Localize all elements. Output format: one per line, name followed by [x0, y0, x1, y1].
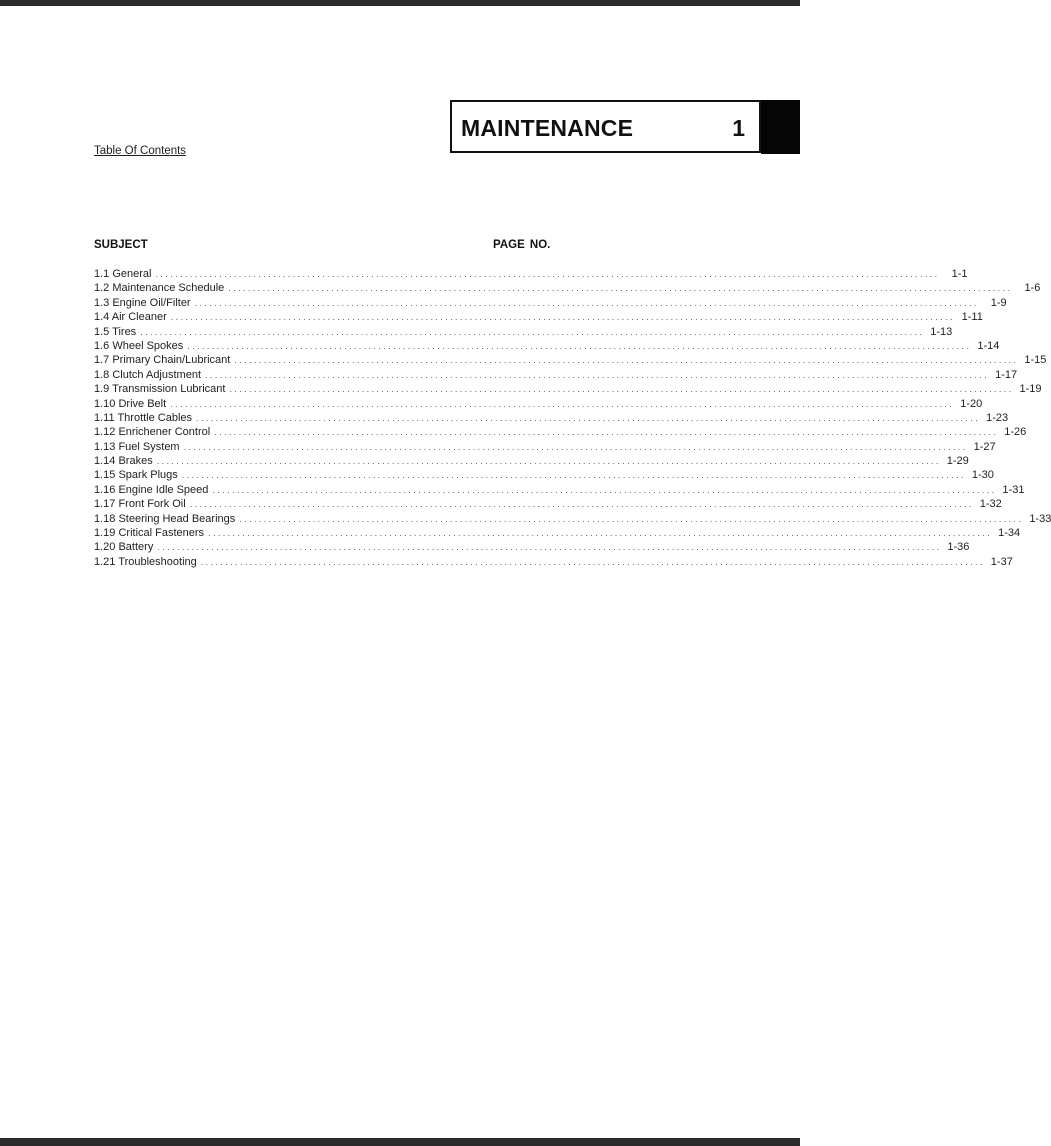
- toc-entry-subject: 1.20 Battery: [94, 541, 154, 554]
- dot-leader: ................................................................................................................................................................: [212, 484, 997, 495]
- toc-entry[interactable]: [94, 382, 1042, 396]
- toc-entry[interactable]: [94, 540, 970, 554]
- dot-leader: ................................................................................................................................................................: [208, 528, 993, 539]
- toc-entry[interactable]: [94, 411, 1009, 425]
- toc-entry-page: 1-27: [973, 440, 996, 453]
- toc-entry-page: 1-26: [1004, 426, 1027, 439]
- toc-entry[interactable]: [94, 454, 969, 468]
- toc-entry[interactable]: [94, 296, 1007, 310]
- toc-entry-subject: 1.14 Brakes: [94, 455, 153, 468]
- toc-entry-page: 1-31: [1002, 483, 1025, 496]
- toc-entry-page: 1-20: [960, 397, 983, 410]
- toc-entry[interactable]: [94, 526, 1021, 540]
- toc-entry-subject: 1.9 Transmission Lubricant: [94, 383, 226, 396]
- toc-entry-page: 1-13: [930, 325, 953, 338]
- toc-entry-subject: 1.4 Air Cleaner: [94, 311, 167, 324]
- dot-leader: ................................................................................................................................................................: [214, 427, 999, 438]
- dot-leader: ................................................................................................................................................................: [140, 326, 925, 337]
- toc-entry[interactable]: [94, 368, 1018, 382]
- toc-entry[interactable]: [94, 310, 983, 324]
- bottom-border: [0, 1138, 800, 1146]
- toc-entry-page: 1-36: [947, 541, 970, 554]
- toc-list: [94, 267, 1051, 569]
- toc-entry-page: 1-9: [990, 296, 1007, 309]
- toc-entry[interactable]: [94, 440, 996, 454]
- toc-entry-page: 1-33: [1029, 512, 1051, 525]
- toc-entry-page: 1-34: [998, 527, 1021, 540]
- toc-entry-subject: 1.2 Maintenance Schedule: [94, 282, 225, 295]
- toc-entry-page: 1-6: [1024, 282, 1041, 295]
- toc-entry[interactable]: [94, 353, 1047, 367]
- toc-entry-page: 1-29: [946, 455, 969, 468]
- dot-leader: ................................................................................................................................................................: [228, 283, 1013, 294]
- toc-entry-page: 1-19: [1019, 383, 1042, 396]
- dot-leader: ................................................................................................................................................................: [234, 355, 1019, 366]
- dot-leader: ................................................................................................................................................................: [183, 441, 968, 452]
- subject-column-header: SUBJECT: [94, 239, 148, 251]
- toc-entry[interactable]: [94, 397, 983, 411]
- toc-entry[interactable]: [94, 281, 1041, 295]
- toc-entry[interactable]: [94, 555, 1013, 569]
- dot-leader: ................................................................................................................................................................: [200, 556, 985, 567]
- toc-entry-subject: 1.15 Spark Plugs: [94, 469, 178, 482]
- toc-entry-page: 1-30: [971, 469, 994, 482]
- toc-entry-page: 1-14: [977, 339, 1000, 352]
- toc-entry-page: 1-11: [961, 311, 983, 324]
- toc-entry-subject: 1.12 Enrichener Control: [94, 426, 211, 439]
- dot-leader: ................................................................................................................................................................: [170, 312, 955, 323]
- dot-leader: ................................................................................................................................................................: [155, 269, 940, 279]
- page-number-column-header: PAGE NO.: [493, 239, 551, 251]
- dot-leader: ................................................................................................................................................................: [156, 456, 941, 467]
- toc-entry[interactable]: [94, 267, 968, 281]
- toc-entry-page: 1-32: [979, 498, 1002, 511]
- dot-leader: ................................................................................................................................................................: [157, 542, 942, 553]
- toc-entry-subject: 1.16 Engine Idle Speed: [94, 483, 209, 496]
- dot-leader: ................................................................................................................................................................: [205, 369, 990, 380]
- dot-leader: ................................................................................................................................................................: [187, 340, 972, 351]
- toc-entry-subject: 1.1 General: [94, 268, 152, 280]
- toc-entry-subject: 1.11 Throttle Cables: [94, 411, 193, 424]
- toc-entry-page: 1-17: [995, 368, 1018, 381]
- toc-entry-subject: 1.13 Fuel System: [94, 440, 180, 453]
- toc-entry[interactable]: [94, 497, 1002, 511]
- toc-entry[interactable]: [94, 483, 1025, 497]
- top-border: [0, 0, 800, 6]
- dot-leader: ................................................................................................................................................................: [229, 384, 1014, 395]
- toc-entry-page: 1-37: [990, 555, 1013, 568]
- table-of-contents-link[interactable]: Table Of Contents: [94, 145, 187, 157]
- dot-leader: ................................................................................................................................................................: [181, 470, 966, 481]
- toc-entry[interactable]: [94, 339, 1000, 353]
- toc-entry-subject: 1.7 Primary Chain/Lubricant: [94, 354, 231, 367]
- toc-entry-subject: 1.18 Steering Head Bearings: [94, 512, 236, 525]
- toc-entry[interactable]: [94, 425, 1027, 439]
- toc-entry-subject: 1.10 Drive Belt: [94, 397, 167, 410]
- toc-entry-subject: 1.6 Wheel Spokes: [94, 339, 184, 352]
- toc-entry-subject: 1.21 Troubleshooting: [94, 555, 197, 568]
- toc-entry-subject: 1.8 Clutch Adjustment: [94, 368, 202, 381]
- dot-leader: ................................................................................................................................................................: [239, 513, 1024, 524]
- toc-entry[interactable]: [94, 468, 994, 482]
- dot-leader: ................................................................................................................................................................: [189, 499, 974, 510]
- toc-entry-page: 1-1: [951, 268, 968, 280]
- toc-entry-subject: 1.17 Front Fork Oil: [94, 498, 186, 511]
- toc-entry-page: 1-23: [986, 411, 1009, 424]
- dot-leader: ................................................................................................................................................................: [170, 398, 955, 409]
- dot-leader: ................................................................................................................................................................: [194, 297, 979, 308]
- toc-entry-subject: 1.5 Tires: [94, 325, 137, 338]
- chapter-tab-marker: [761, 100, 800, 154]
- chapter-header: [450, 100, 761, 153]
- toc-entry-subject: 1.3 Engine Oil/Filter: [94, 296, 191, 309]
- toc-entry[interactable]: [94, 325, 953, 339]
- chapter-number: 1: [732, 115, 745, 141]
- dot-leader: ................................................................................................................................................................: [196, 412, 981, 423]
- chapter-title: MAINTENANCE: [461, 115, 634, 141]
- toc-entry-subject: 1.19 Critical Fasteners: [94, 527, 205, 540]
- toc-entry[interactable]: [94, 512, 1051, 526]
- toc-entry-page: 1-15: [1024, 354, 1047, 367]
